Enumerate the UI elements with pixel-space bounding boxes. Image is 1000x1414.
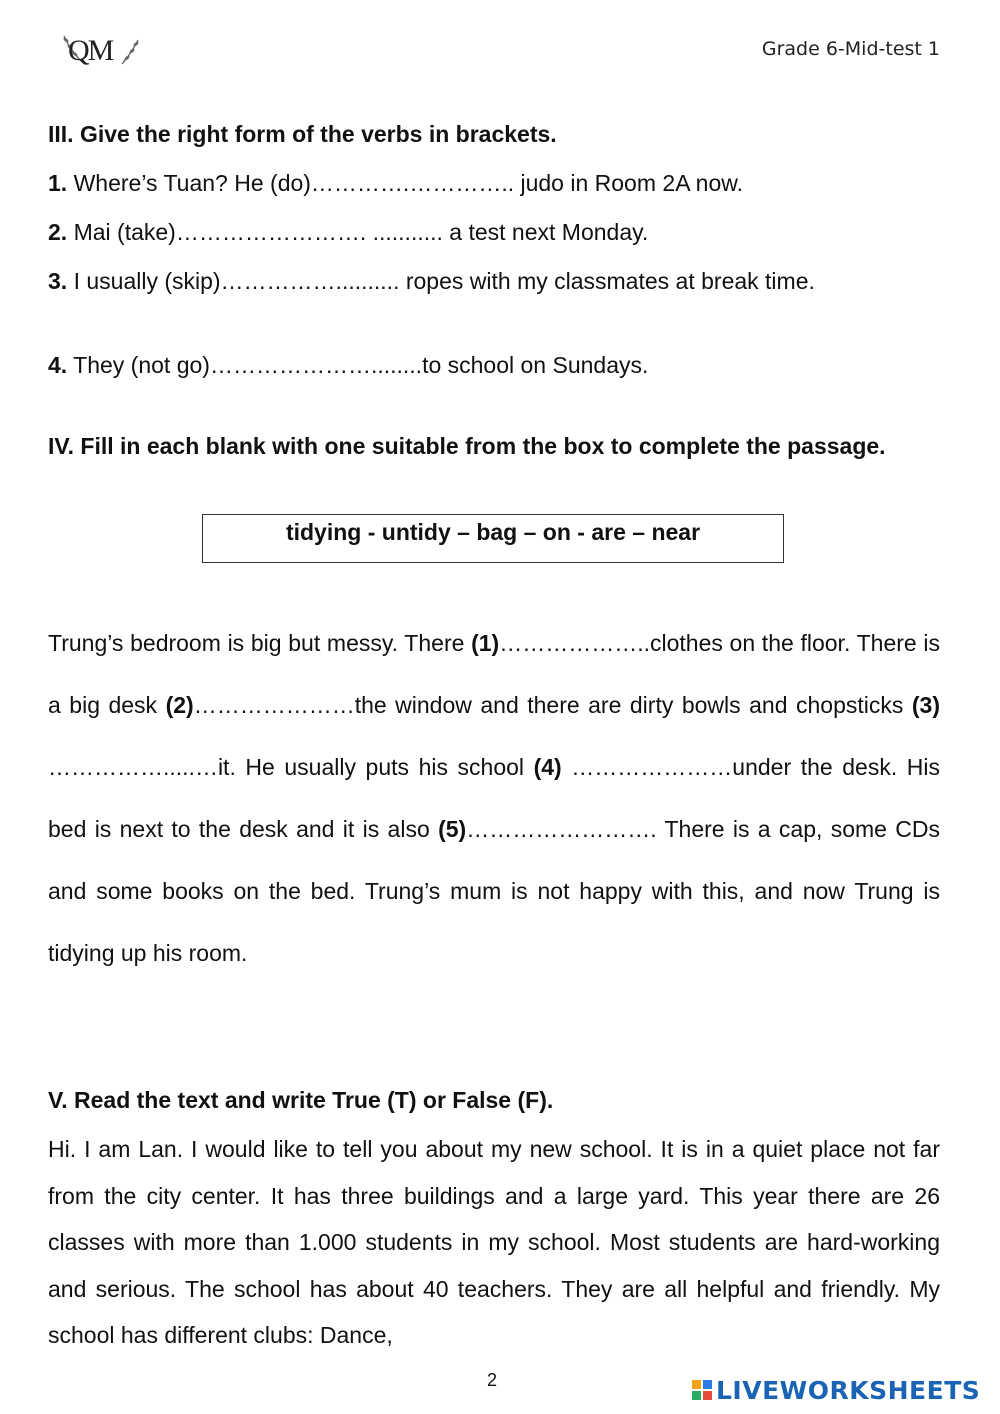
blank-4-label: (4) <box>533 754 562 780</box>
question-4 <box>48 348 928 383</box>
liveworksheets-icon <box>692 1380 712 1400</box>
question-text: They (not go)…………………........to school on Sundays. <box>67 352 649 378</box>
section-3-title: III. Give the right form of the verbs in brackets. <box>48 121 557 147</box>
question-1 <box>48 166 928 201</box>
question-text: Where’s Tuan? He (do)………….………….. judo in Room 2A now. <box>67 170 743 196</box>
page-number: 2 <box>487 1370 498 1390</box>
liveworksheets-logo <box>692 1373 980 1407</box>
section-4-title: IV. Fill in each blank with one suitable from the box to complete the passage. <box>48 433 886 459</box>
word-box: tidying - untidy – bag – on - are – near <box>202 514 784 563</box>
brand-name: LIVEWORKSHEETS <box>716 1375 981 1405</box>
question-3 <box>48 264 928 299</box>
question-text: Mai (take)……………………. ........... a test next Monday. <box>67 219 649 245</box>
passage-text: Trung’s bedroom is big but messy. There (1)………………..clothes on the floor. There is a big desk (2)…………………the window and there are dirty bowls and chopsticks (3) …………….....…it. He usually puts his school (4) …………………under the desk. His bed is next to the desk and it is also (5)……………………. There is a cap, some CDs and some books on the bed. Trung’s mum is not happy with this, and now Trung is tidying up his room. <box>48 630 940 966</box>
logo-text: QM <box>68 34 113 67</box>
blank-1-label: (1) <box>471 630 500 656</box>
section-5-title: V. Read the text and write True (T) or False (F). <box>48 1087 554 1113</box>
question-number: 1. <box>48 170 68 196</box>
blank-3-label: (3) <box>911 692 940 718</box>
question-number: 3. <box>48 268 68 294</box>
question-number: 4. <box>48 352 68 378</box>
blank-5-label: (5) <box>438 816 467 842</box>
question-number: 2. <box>48 219 68 245</box>
reading-text: Hi. I am Lan. I would like to tell you about my new school. It is in a quiet place not far from the city center. It has three buildings and a large yard. This year there are 26 classes with more than 1.000 students in my school. Most students are hard-working and serious. The school has about 40 teachers. They are all helpful and friendly. My school has different clubs: Dance, <box>48 1136 940 1348</box>
grade-label: Grade 6-Mid-test 1 <box>761 38 940 60</box>
question-text: I usually (skip)…………….......... ropes with my classmates at break time. <box>67 268 815 294</box>
qm-logo <box>56 30 146 74</box>
blank-2-label: (2) <box>165 692 194 718</box>
question-2 <box>48 215 928 250</box>
